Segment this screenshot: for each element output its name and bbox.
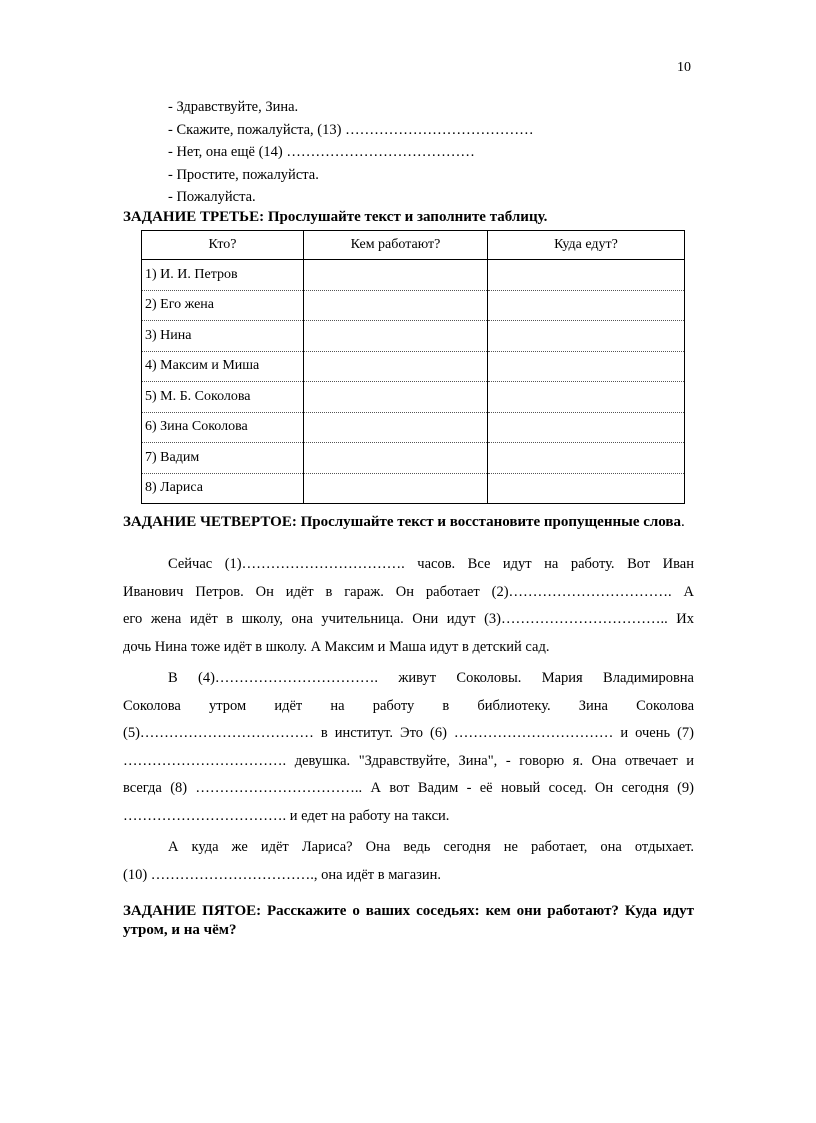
text-line: ……………………………. и едет на работу на такси. [123,807,450,824]
text-line: Сейчас (1)……………………………. часов. Все идут на работу. Вот Иван [168,556,694,572]
answer-cell [304,473,488,504]
text-line: А куда же идёт Лариса? Она ведь сегодня не работает, она отдыхает. [168,839,694,855]
answer-cell [488,443,685,474]
dialog-lines [168,96,534,209]
task4-heading-line1: ЗАДАНИЕ ЧЕТВЕРТОЕ: Прослушайте текст и восстановите пропущенные [123,514,640,530]
answer-cell [304,382,488,413]
row-person: 8) Лариса [142,473,304,504]
answer-cell [304,321,488,352]
table-row [142,290,685,321]
text-line: его жена идёт в школу, она учительница. Они идут (3)…………………………….. Их [123,611,694,627]
dialog-line: - Скажите, пожалуйста, (13) ………………………………… [168,121,534,138]
task5-heading-line2: идут утром, и на чём? [123,903,695,938]
answer-cell [488,382,685,413]
task4-paragraph-2 [123,665,694,830]
task4-heading-line2: слова [643,514,682,530]
text-line: Иванович Петров. Он идёт в гараж. Он работает (2)……………………………. А [123,583,694,600]
task3-table [141,230,685,504]
task4-paragraph-3 [123,834,694,889]
answer-cell [304,412,488,443]
answer-cell [488,351,685,382]
text-line: (5)……………………………… в институт. Это (6) …………………………… и очень (7) [123,725,694,741]
column-header-who: Кто? [142,231,304,260]
answer-cell [488,290,685,321]
task3-heading: ЗАДАНИЕ ТРЕТЬЕ: Прослушайте текст и заполните таблицу. [123,209,548,225]
dialog-line: - Здравствуйте, Зина. [168,99,299,115]
answer-cell [304,290,488,321]
answer-cell [304,351,488,382]
answer-cell [488,260,685,291]
text-line: В (4)……………………………. живут Соколовы. Мария Владимировна [168,670,694,686]
row-person: 5) М. Б. Соколова [142,382,304,413]
table-row [142,321,685,352]
text-line: дочь Нина тоже идёт в школу. А Максим и Маша идут в детский сад. [123,638,550,655]
task4-heading-tail: . [681,514,685,530]
row-person: 6) Зина Соколова [142,412,304,443]
table-header-row [142,231,685,260]
text-line: (10) ……………………………., она идёт в магазин. [123,866,442,883]
dialog-line: - Нет, она ещё (14) ………………………………… [168,144,475,160]
text-line: всегда (8) …………………………….. А вот Вадим - её новый сосед. Он сегодня (9) [123,780,694,796]
answer-cell [488,321,685,352]
text-line: Соколова утром идёт на работу в библиотеку. Зина Соколова [123,697,694,714]
row-person: 4) Максим и Миша [142,351,304,382]
page-number: 10 [677,60,691,75]
answer-cell [304,443,488,474]
table-row [142,412,685,443]
task4-heading [123,513,694,532]
task5-heading-line1: ЗАДАНИЕ ПЯТОЕ: Расскажите о ваших соседьях: кем они работают? Куда [123,903,657,919]
table-row [142,260,685,291]
dialog-line: - Пожалуйста. [168,189,256,205]
row-person: 2) Его жена [142,290,304,321]
row-person: 1) И. И. Петров [142,260,304,291]
table-row [142,473,685,504]
row-person: 3) Нина [142,321,304,352]
column-header-destination: Куда едут? [488,231,685,260]
table-row [142,351,685,382]
text-line: ……………………………. девушка. "Здравствуйте, Зина", - говорю я. Она отвечает и [123,752,694,769]
answer-cell [488,412,685,443]
task4-paragraph-1 [123,551,694,661]
table-row [142,382,685,413]
answer-cell [488,473,685,504]
task5-heading [123,902,694,940]
dialog-line: - Простите, пожалуйста. [168,166,319,183]
row-person: 7) Вадим [142,443,304,474]
column-header-job: Кем работают? [304,231,488,260]
table-row [142,443,685,474]
answer-cell [304,260,488,291]
